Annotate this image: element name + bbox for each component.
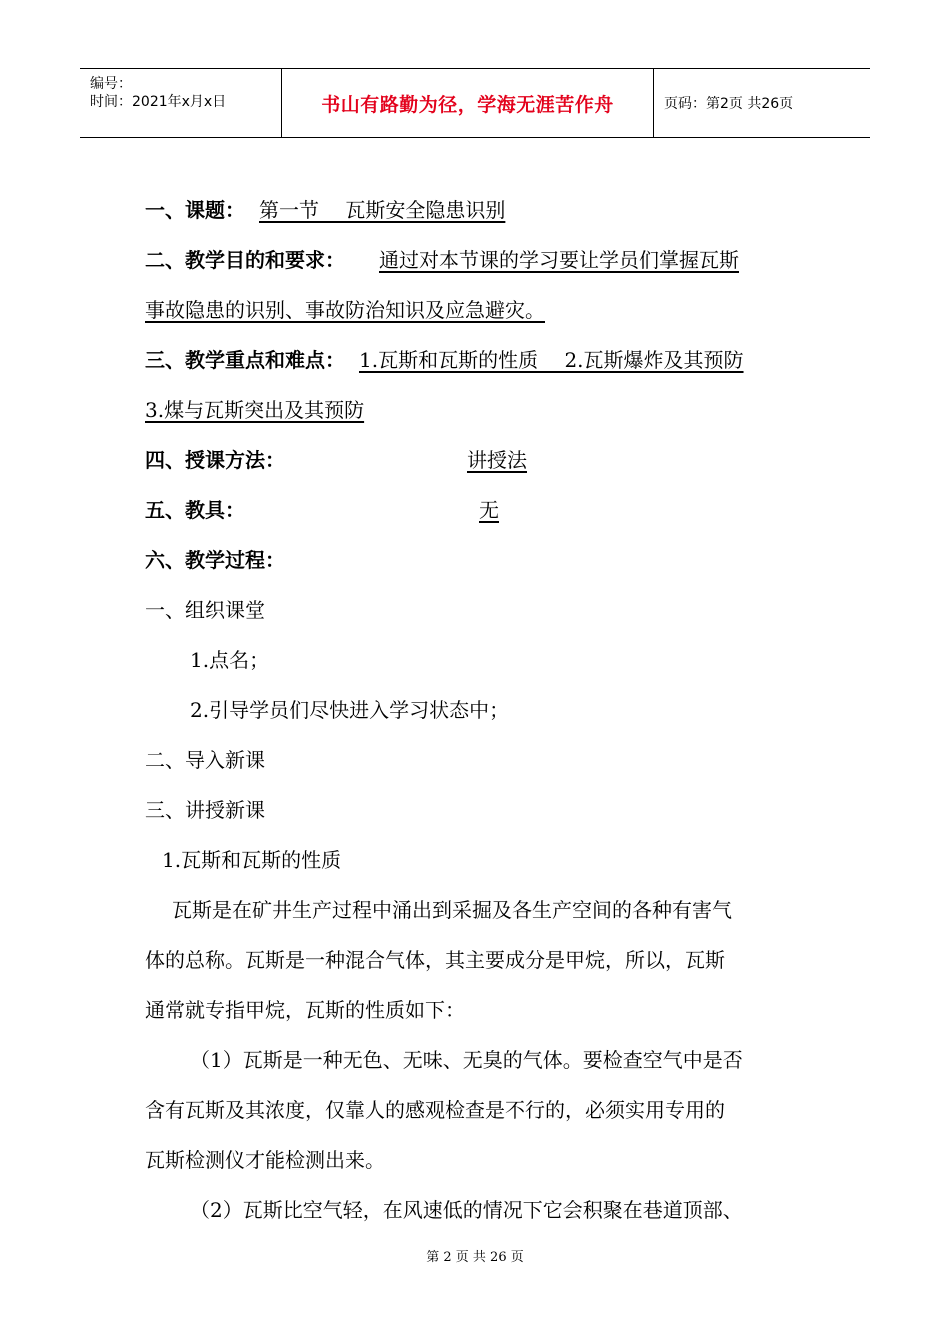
paragraph-1-line-1: 瓦斯是在矿井生产过程中涌出到采掘及各生产空间的各种有害气 [172,898,732,922]
header-page-cell [654,69,870,137]
header-motto: 书山有路勤为径，学海无涯苦作舟 [321,93,614,116]
paragraph-2-line-3: 瓦斯检测仪才能检测出来。 [145,1148,385,1172]
method-value: 讲授法 [467,448,527,472]
paragraph-1-line-2: 体的总称。瓦斯是一种混合气体，其主要成分是甲烷，所以，瓦斯 [145,948,725,972]
topic-label: 一、课题： [145,198,245,222]
tools-label: 五、教具： [145,498,245,522]
goal-value-1: 通过对本节课的学习要让学员们掌握瓦斯 [379,248,739,272]
section-intro: 二、导入新课 [145,748,265,772]
paragraph-2-line-1: （1）瓦斯是一种无色、无味、无臭的气体。要检查空气中是否 [190,1048,743,1072]
section-teach: 三、讲授新课 [145,798,265,822]
header-motto-cell [282,69,654,137]
goal-row-2 [145,296,765,324]
doc-time: 时间：2021年x月x日 [90,94,227,110]
goal-row [145,246,739,274]
tools-value: 无 [479,498,499,522]
goal-label: 二、教学目的和要求： [145,248,345,272]
topic-row [145,196,733,224]
method-row [145,446,527,474]
tools-row [145,496,499,524]
key-label: 三、教学重点和难点： [145,348,345,372]
page-footer: 第 2 页 共 26 页 [426,1250,524,1265]
section-organize: 一、组织课堂 [145,598,265,622]
item-roll-call: 1.点名； [190,648,270,672]
topic-value: 第一节 瓦斯安全隐患识别 [259,198,506,222]
subsection-gas-properties: 1.瓦斯和瓦斯的性质 [162,848,342,872]
process-row [145,546,285,574]
key-value-2: 3.煤与瓦斯突出及其预防 [145,398,365,422]
paragraph-2-line-2: 含有瓦斯及其浓度，仅靠人的感观检查是不行的，必须实用专用的 [145,1098,725,1122]
item-guide: 2.引导学员们尽快进入学习状态中； [190,698,510,722]
header-page-info: 页码：第2页 共26页 [664,96,794,112]
paragraph-1-line-3: 通常就专指甲烷，瓦斯的性质如下： [145,998,465,1022]
process-label: 六、教学过程： [145,548,285,572]
header-meta [80,69,282,137]
doc-number-label: 编号： [90,76,132,92]
key-value-1: 1.瓦斯和瓦斯的性质 2.瓦斯爆炸及其预防 [359,348,744,372]
page-header [80,68,870,138]
key-row-2 [145,396,364,424]
goal-value-2: 事故隐患的识别、事故防治知识及应急避灾。 [145,298,545,322]
method-label: 四、授课方法： [145,448,285,472]
key-row [145,346,744,374]
paragraph-3-line-1: （2）瓦斯比空气轻，在风速低的情况下它会积聚在巷道顶部、 [190,1198,743,1222]
